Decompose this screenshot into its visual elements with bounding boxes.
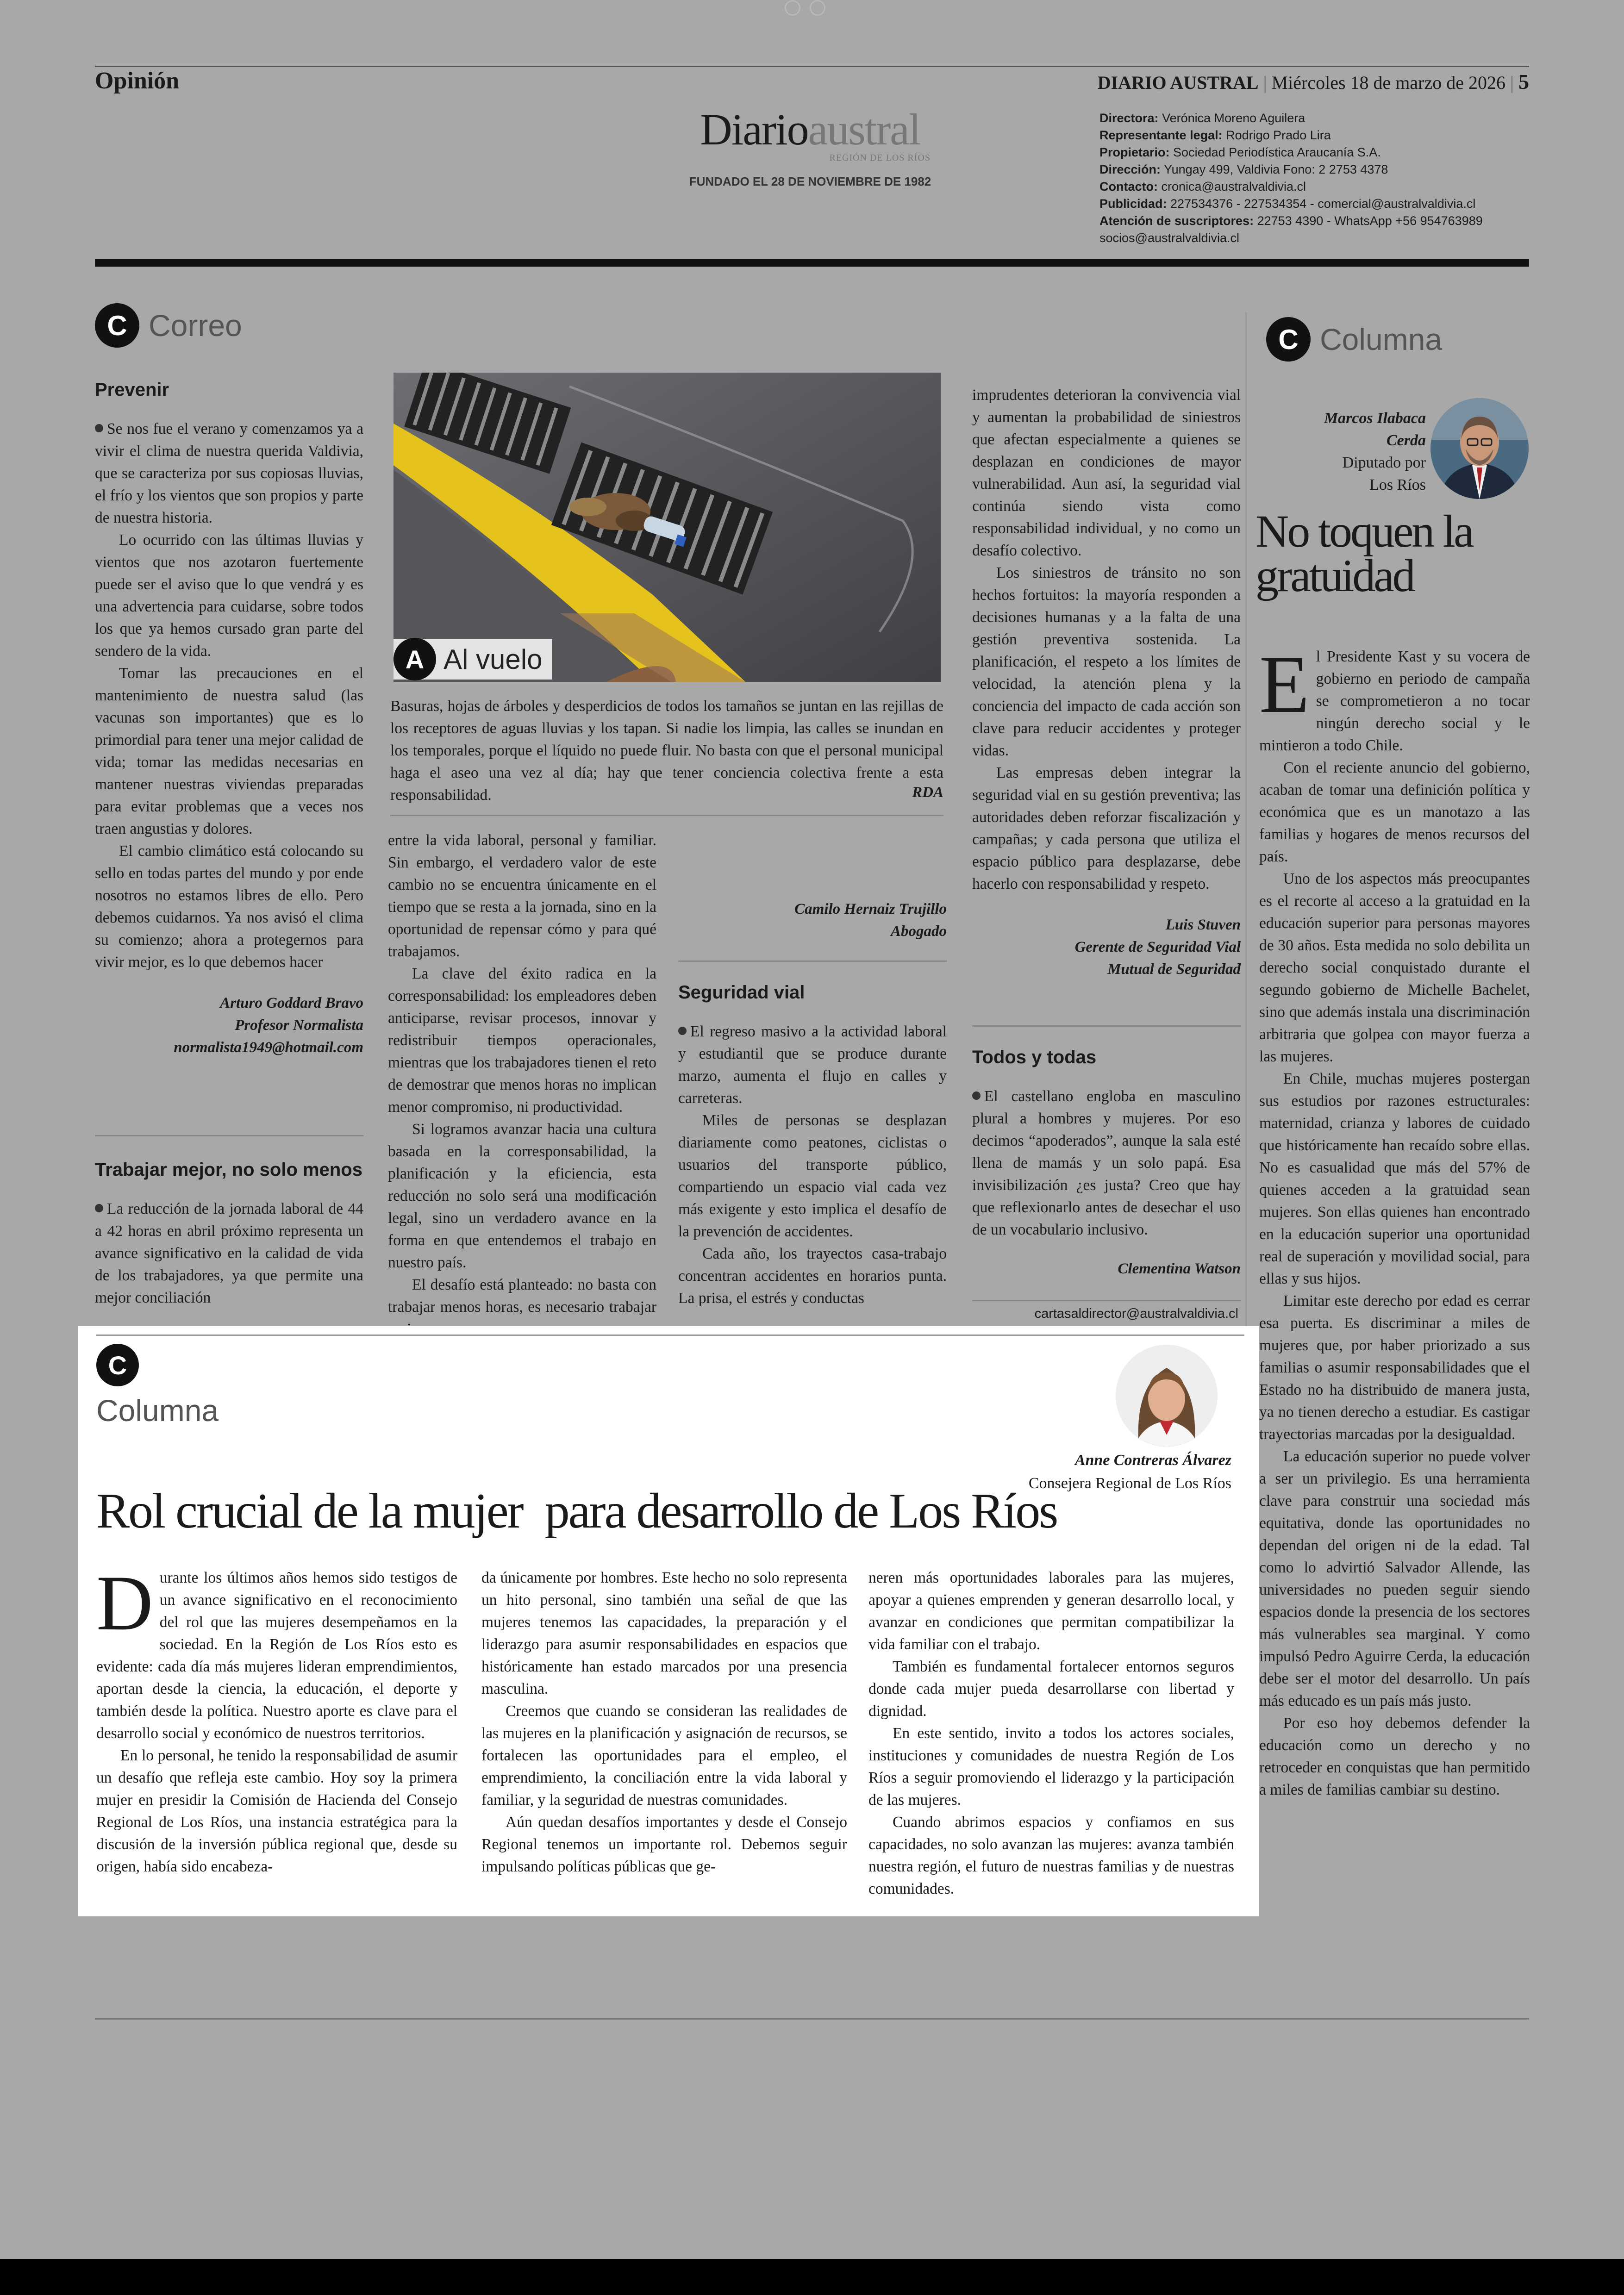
columna-badge: C xyxy=(1266,317,1311,362)
columna-paragraph: urante los últimos años hemos sido testigos de un avance significativo en el reconocimiento del rol que las mujeres desempeñamos en la sociedad. En la Región de Los Ríos esto es evidente: cada día más mujeres lideran emprendimientos, aportan desde la ciencia, la educación, el deporte y también desde la política. Nuestro aporte es clave para el desarrollo social y económico de nuestros territorios. xyxy=(96,1569,457,1742)
page-number: 5 xyxy=(1518,70,1529,94)
columna-bottom-author: Anne Contreras Álvarez xyxy=(1074,1452,1231,1469)
columna-bottom-headline: Rol crucial de la mujer para desarrollo de Los Ríos xyxy=(96,1484,1057,1539)
letter-prevenir xyxy=(95,380,363,1059)
columna-paragraph: En lo personal, he tenido la responsabilidad de asumir un desafío que refleja este cambio. Hoy soy la primera mujer en presidir la Comisión de Hacienda del Consejo Regional de Los Ríos, una instancia estratégica para la discusión de la inversión pública regional que, desde su origen, había sido encabeza- xyxy=(96,1747,457,1875)
columna-paragraph: La educación superior no puede volver a ser un privilegio. Es una herramienta clave para construir una sociedad más equitativa, donde las oportunidades no dependan del origen ni de la edad. Tal como lo advirtió Salvador Allende, las universidades no pueden seguir siendo espacios donde la presencia de los sectores más vulnerables sea marginal. Y como impulsó Pedro Aguirre Cerda, la educación debe ser el motor del desarrollo. Un país más educado es un país más justo. xyxy=(1259,1448,1530,1709)
masthead-bar xyxy=(95,259,1529,267)
letter-paragraph: Los siniestros de tránsito no son hechos fortuitos: la mayoría responden a decisiones humanas y a la falta de una gestión preventiva sostenida. La planificación, el respeto a los límites de velocidad, la atención plena y la conciencia del impacto de cada acción son clave para reducir accidentes y proteger vidas. xyxy=(972,564,1241,759)
columna-author: Marcos Ilabaca Cerda xyxy=(1324,410,1426,449)
letter-paragraph: El desafío está planteado: no basta con trabajar menos horas, es necesario trabajar xyxy=(388,1276,656,1316)
columna-bottom-panel xyxy=(78,1326,1259,1916)
letter-heading: Seguridad vial xyxy=(678,982,805,1003)
letters-email[interactable]: cartasaldirector@australvaldivia.cl xyxy=(1034,1306,1238,1321)
columna-bottom-col3 xyxy=(868,1567,1234,1900)
columna-paragraph: Uno de los aspectos más preocupantes es el recorte al acceso a la gratuidad en la educación superior para personas mayores de 30 años. Esta medida no solo debilita un derecho social conquistado durante el segundo gobierno de Michelle Bachelet, sino que además instala una discriminación arbitraria que golpea con mayor fuerza a las mujeres. xyxy=(1259,870,1530,1065)
logo-austral: austral xyxy=(808,105,920,154)
columna-role: Los Ríos xyxy=(1369,476,1426,493)
columna-paragraph: También es fundamental fortalecer entornos seguros donde cada mujer pueda desarrollarse con libertad y dignidad. xyxy=(868,1658,1234,1720)
info-line: Propietario: Sociedad Periodística Araucanía S.A. xyxy=(1099,145,1381,159)
letter-trabajar-cont xyxy=(388,829,656,1341)
columna-headline: No toquen la gratuidad xyxy=(1255,505,1473,601)
avatar-anne xyxy=(1116,1345,1218,1447)
letter-paragraph: El cambio climático está colocando su sello en todas partes del mundo y por ende nosotros no estamos libres de ello. Pero debemos cuidarnos. Ya nos avisó el clima su comienzo; ahora a protegernos para vivir mejor, es lo que debemos hacer xyxy=(95,842,363,971)
letter-paragraph: Tomar las precauciones en el mantenimiento de nuestra salud (las vacunas son importantes) que es lo primordial para tener una mejor calidad de vida; tomar las medidas necesarias en mantener nuestras viviendas preparadas para evitar problemas que a veces nos traen angustias y dolores. xyxy=(95,665,363,837)
letter-author: Arturo Goddard Bravo xyxy=(220,995,363,1011)
masthead-logo xyxy=(648,106,972,189)
page-pager[interactable] xyxy=(785,0,840,17)
al-vuelo-badge: A xyxy=(394,638,436,680)
info-line: Contacto: cronica@australvaldivia.cl xyxy=(1099,180,1306,193)
columna-paragraph: Cuando abrimos espacios y confiamos en sus capacidades, no solo avanzan las mujeres: avanza también nuestra región, el futuro de nuestras familias y de nuestras comunidades. xyxy=(868,1814,1234,1897)
letter-paragraph: El regreso masivo a la actividad laboral y estudiantil que se produce durante marzo, aumenta el flujo en calles y carreteras. xyxy=(678,1021,947,1110)
columna-bottom-author-block xyxy=(1029,1449,1231,1495)
info-line: Publicidad: 227534376 - 227534354 - comercial@australvaldivia.cl xyxy=(1099,197,1476,211)
letter-trabajar-sig xyxy=(678,898,947,942)
al-vuelo-photo xyxy=(394,373,941,682)
avatar-marcos xyxy=(1430,398,1529,499)
letter-author: Camilo Hernaiz Trujillo xyxy=(794,901,947,917)
caption-text: Basuras, hojas de árboles y desperdicios de todos los tamaños se juntan en las rejillas de los receptores de aguas lluvias y los tapan. Si nadie los limpia, las calles se inundan en los temporales, porque el líquido no puede fluir. No basta con que el personal municipal haga el aseo una vez al día; hay que tener conciencia colectiva frente a esta responsabilidad. xyxy=(390,698,943,804)
letter-paragraph: La reducción de la jornada laboral de 44 a 42 horas en abril próximo representa un avance significativo en la calidad de vida de los trabajadores, ya que permite una mejor conciliación xyxy=(95,1198,363,1309)
letter-org: Mutual de Seguridad xyxy=(1107,961,1241,978)
columna-paragraph: Con el reciente anuncio del gobierno, acaban de tomar una definición política y económica que es un manotazo a las familias y hogares de menos recursos del país. xyxy=(1259,759,1530,865)
letter-role: Profesor Normalista xyxy=(235,1017,363,1034)
correo-title: Correo xyxy=(149,308,242,343)
letter-paragraph: La clave del éxito radica en la corresponsabilidad: los empleadores deben anticiparse, revisar procesos, innovar y redistribuir tiempos operacionales, mientras que los trabajadores tienen el reto de demostrar que menos horas no implican menor compromiso, ni productividad. xyxy=(388,965,656,1116)
storm-drain-photo xyxy=(394,373,941,682)
letter-seguridad xyxy=(678,982,947,1310)
caption-credit: RDA xyxy=(912,784,943,801)
columna-paragraph: Aún quedan desafíos importantes y desde el Consejo Regional tenemos un importante rol. Debemos seguir impulsando políticas públicas que ge- xyxy=(481,1814,847,1875)
columna-right-heading xyxy=(1266,317,1442,362)
page-header-right: DIARIO AUSTRAL | Miércoles 18 de marzo de 2026 | 5 xyxy=(1097,70,1529,94)
letter-paragraph: Cada año, los trayectos casa-trabajo concentran accidentes en horarios punta. La prisa, el estrés y conductas xyxy=(678,1245,947,1307)
founded-line: FUNDADO EL 28 DE NOVIEMBRE DE 1982 xyxy=(689,175,931,188)
info-line: Directora: Verónica Moreno Aguilera xyxy=(1099,111,1305,125)
info-line: Atención de suscriptores: 22753 4390 - WhatsApp +56 954763989 xyxy=(1099,214,1483,228)
footer-rule xyxy=(95,2018,1529,2020)
letter-paragraph: El castellano engloba en masculino plural a hombres y mujeres. Por eso decimos “apoderados”, aunque la sala esté llena de mamás y un solo papá. Esa invisibilización ¿es justa? Creo que hay que reflexionarlo antes de desechar el uso de un vocabulario inclusivo. xyxy=(972,1085,1241,1241)
columna-role: Diputado por xyxy=(1342,454,1426,471)
columna-paragraph: Limitar este derecho por edad es cerrar esa puerta. Es discriminar a miles de mujeres que, por haber priorizado a sus familias o asumir responsabilidades que el Estado no ha distribuido de manera justa, ya no tienen derecho a estudiar. Es castigar trayectorias marcadas por la desigualdad. xyxy=(1259,1292,1530,1443)
columna-paragraph: En este sentido, invito a todos los actores sociales, instituciones y comunidades de nuestra Región de Los Ríos a seguir promoviendo el liderazgo y la participación de las mujeres. xyxy=(868,1725,1234,1809)
columna-paragraph: Creemos que cuando se consideran las realidades de las mujeres en la planificación y asignación de recursos, se fortalecen las oportunidades para el empleo, el emprendimiento, la conciliación entre la vida laboral y familiar, y la seguridad de nuestras comunidades. xyxy=(481,1703,847,1809)
letter-paragraph: Lo ocurrido con las últimas lluvias y vientos que nos azotaron fuertemente puede ser el aviso que lo que vendrá y es una advertencia para cuidarse, sobre todos los que ya hemos cursado gran parte del sendero de la vida. xyxy=(95,531,363,660)
masthead-info xyxy=(1099,110,1544,247)
columna-right-body xyxy=(1259,638,1530,1801)
columna-paragraph: da únicamente por hombres. Este hecho no solo representa un hito personal, sino también una señal de que las mujeres tenemos las capacidades, la preparación y el liderazgo para asumir responsabilidades en espacios que históricamente han estado marcados por una presencia masculina. xyxy=(481,1569,847,1697)
letter-paragraph: entre la vida laboral, personal y familiar. Sin embargo, el verdadero valor de este cambio no se encuentra únicamente en el tiempo que se resta a la jornada, sino en la oportunidad de repensar cómo y para qué trabajamos. xyxy=(388,832,656,960)
letter-paragraph: Se nos fue el verano y comenzamos ya a vivir el clima de nuestra querida Valdivia, que se caracteriza por sus copiosas lluvias, el frío y los vientos que son propios y parte de nuestra historia. xyxy=(95,418,363,529)
pager-dot-prev[interactable] xyxy=(785,0,800,16)
letter-paragraph: imprudentes deterioran la convivencia vial y aumentan la probabilidad de siniestros que afectan especialmente a quienes se desplazan en condiciones de mayor vulnerabilidad. Aun así, la seguridad vial continúa siendo vista como responsabilidad individual, y no como un desafío colectivo. xyxy=(972,387,1241,559)
columna-bottom-section: Columna xyxy=(96,1393,219,1428)
info-line: Representante legal: Rodrigo Prado Lira xyxy=(1099,128,1331,142)
letter-heading: Trabajar mejor, no solo menos xyxy=(95,1160,362,1180)
columna-author-block xyxy=(1268,407,1426,496)
columna-paragraph: Por eso hoy debemos defender la educación como un derecho y no retroceder en conquistas que han permitido a miles de familias cambiar su destino. xyxy=(1259,1715,1530,1798)
columna-bottom-heading xyxy=(96,1344,219,1428)
logo-diario: Diario xyxy=(700,105,808,154)
columna-bottom-role: Consejera Regional de Los Ríos xyxy=(1028,1475,1231,1492)
letter-trabajar xyxy=(95,1160,363,1309)
dropcap: D xyxy=(96,1559,153,1646)
columna-bottom-col2 xyxy=(481,1567,847,1878)
dropcap: E xyxy=(1259,638,1310,730)
info-line: socios@australvaldivia.cl xyxy=(1099,231,1240,245)
columna-bottom-col1 xyxy=(96,1559,457,1878)
columna-title: Columna xyxy=(1320,322,1443,356)
letter-paragraph: Si logramos avanzar hacia una cultura basada en la corresponsabilidad, la planificación y la eficiencia, esta reducción no solo será una modificación legal, sino un verdadero avance en la forma en que entendemos el trabajo en nuestro país. xyxy=(388,1121,656,1271)
bottom-bar xyxy=(0,2259,1624,2295)
columna-paragraph: l Presidente Kast y su vocera de gobierno en periodo de campaña se comprometieron a no tocar ningún derecho social y le mintieron a todo Chile. xyxy=(1259,648,1530,754)
al-vuelo-title: Al vuelo xyxy=(443,643,543,675)
columna-paragraph: En Chile, muchas mujeres postergan sus estudios por razones estructurales: maternidad, crianza y labores de cuidado que históricamente han recaído sobre ellas. No es casualidad que más del 57% de quienes acceden a la gratuidad sean mujeres. Son ellas quienes han encontrado en la educación superior una oportunidad real de superación y movilidad social, para ellas y sus hijos. xyxy=(1259,1070,1530,1287)
section-label: Opinión xyxy=(95,68,180,94)
correo-heading xyxy=(95,303,242,348)
letter-todos xyxy=(972,1047,1241,1280)
letter-heading: Prevenir xyxy=(95,380,169,400)
letter-heading: Todos y todas xyxy=(972,1047,1097,1067)
info-line: Dirección: Yungay 499, Valdivia Fono: 2 2753 4378 xyxy=(1099,162,1388,176)
issue-date: Miércoles 18 de marzo de 2026 xyxy=(1271,72,1505,93)
columna-paragraph: neren más oportunidades laborales para las mujeres, apoyar a quienes emprenden y generan desarrollo local, y avanzar en condiciones que permitan compatibilizar la vida familiar con el trabajo. xyxy=(868,1569,1234,1653)
letter-role: Abogado xyxy=(890,923,947,940)
columna-bottom-badge: C xyxy=(96,1344,139,1386)
letter-paragraph: Las empresas deben integrar la seguridad vial en su gestión preventiva; las autoridades deben reforzar fiscalización y campañas; y cada persona que utiliza el espacio público para desplazarse, debe hacerlo con responsabilidad y respeto. xyxy=(972,764,1241,892)
letter-seguridad-cont xyxy=(972,384,1241,980)
letter-email: normalista1949@hotmail.com xyxy=(174,1039,363,1056)
al-vuelo-caption xyxy=(390,695,943,804)
paper-name: DIARIO AUSTRAL xyxy=(1097,72,1259,93)
letter-author: Clementina Watson xyxy=(1118,1260,1241,1277)
logo-subtitle: REGIÓN DE LOS RÍOS xyxy=(829,153,931,163)
al-vuelo-label xyxy=(394,639,552,680)
pager-dot-next[interactable] xyxy=(810,0,825,16)
letter-role: Gerente de Seguridad Vial xyxy=(1074,939,1241,955)
correo-badge: C xyxy=(95,303,139,348)
letter-author: Luis Stuven xyxy=(1165,917,1241,933)
letter-paragraph: Miles de personas se desplazan diariamente como peatones, ciclistas o usuarios del transporte público, compartiendo un espacio vial cada vez más exigente y esto implica el desafío de la prevención de accidentes. xyxy=(678,1112,947,1240)
